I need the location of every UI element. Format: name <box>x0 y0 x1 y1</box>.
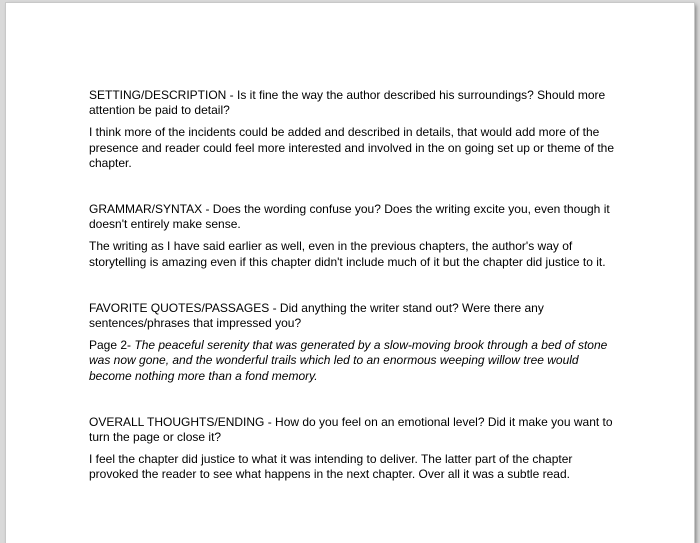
document-body <box>89 88 614 483</box>
section-favorite-quotes <box>89 301 614 384</box>
grammar-syntax-prompt: GRAMMAR/SYNTAX - Does the wording confuse you? Does the writing excite you, even though it doesn't entirely make sense. <box>89 202 610 232</box>
setting-description-answer: I think more of the incidents could be added and described in details, that would add more of the presence and reader could feel more interested and involved in the on going set up or theme of the chapter. <box>89 125 615 170</box>
quote-page-reference: Page 2- <box>89 338 135 353</box>
favorite-quotes-answer <box>89 338 614 384</box>
quoted-passage: The peaceful serenity that was generated by a slow-moving brook through a bed of stone was now gone, and the wonderful trails which led to an enormous weeping willow tree would become nothing more than a fond memory. <box>89 338 608 383</box>
overall-thoughts-answer: I feel the chapter did justice to what it was intending to deliver. The latter part of the chapter provoked the reader to see what happens in the next chapter. Over all it was a subtle read. <box>89 452 573 482</box>
favorite-quotes-prompt: FAVORITE QUOTES/PASSAGES - Did anything the writer stand out? Were there any sentences/phrases that impressed you? <box>89 300 544 331</box>
section-setting-description <box>89 88 614 171</box>
section-overall-thoughts <box>89 415 614 483</box>
section-grammar-syntax <box>89 202 614 270</box>
grammar-syntax-answer: The writing as I have said earlier as well, even in the previous chapters, the author's way of storytelling is amazing even if this chapter didn't include much of it but the chapter did justice to it. <box>89 239 606 269</box>
overall-thoughts-prompt: OVERALL THOUGHTS/ENDING - How do you feel on an emotional level? Did it make you want to turn the page or close it? <box>89 414 613 445</box>
document-page <box>6 3 694 543</box>
setting-description-prompt: SETTING/DESCRIPTION - Is it fine the way the author described his surroundings? Should more attention be paid to detail? <box>89 88 606 118</box>
